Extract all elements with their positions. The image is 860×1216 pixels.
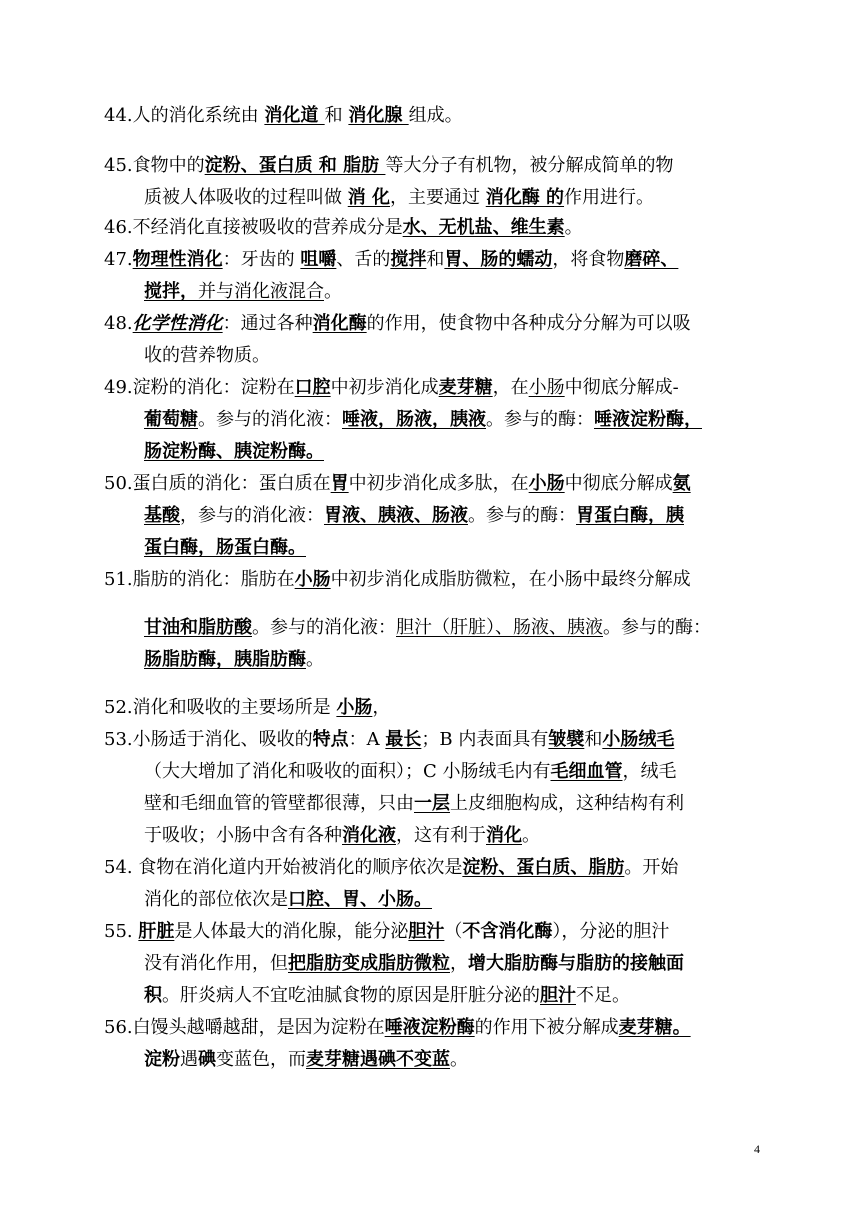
note-line <box>104 500 762 532</box>
note-text: ，参与的消化液： <box>180 505 324 526</box>
key-term: 特点 <box>312 729 349 750</box>
key-term: 麦芽糖 <box>438 377 493 398</box>
note-text: ，主要通过 <box>390 187 486 208</box>
note-line <box>104 404 762 436</box>
note-text: 没有消化作用，但 <box>144 953 288 974</box>
key-term: 肝脏 <box>138 921 175 942</box>
note-text: 的作用，使食物中各种成分分解为可以吸 <box>366 313 691 334</box>
key-term: 水、无机盐、维生素 <box>402 217 565 238</box>
note-text: ， <box>450 953 468 974</box>
key-term: 小肠 <box>336 697 373 718</box>
note-text: ， <box>372 697 391 718</box>
key-term: 消 化 <box>347 187 391 208</box>
note-text: 白馒头越嚼越甜，是因为淀粉在 <box>132 1017 385 1038</box>
note-text: 质被人体吸收的过程叫做 <box>144 187 348 208</box>
key-term: 胆汁 <box>408 921 445 942</box>
note-line <box>104 468 762 500</box>
item-number: 49. <box>104 377 133 398</box>
note-text: ，这有利于 <box>396 825 486 846</box>
key-term: 物理性消化 <box>132 249 223 270</box>
note-text: ；B 内表面具有 <box>421 729 549 750</box>
note-line <box>104 532 762 564</box>
note-text: 食物在消化道内开始被消化的顺序依次是 <box>132 857 463 878</box>
note-line <box>104 182 762 214</box>
key-term: 消化 <box>486 825 522 846</box>
note-text: 中初步消化成 <box>330 377 439 398</box>
key-term: 增大脂肪酶与脂肪的接触面 <box>468 953 684 974</box>
page-number: 4 <box>754 1142 760 1156</box>
key-term: 肠淀粉酶、胰淀粉酶。 <box>144 441 324 462</box>
note-line <box>104 756 762 788</box>
note-text: 。参与的酶： <box>603 617 711 638</box>
note-text: 脂肪的消化：脂肪在 <box>132 569 295 590</box>
note-text: 人的消化系统由 <box>132 105 265 126</box>
note-item <box>104 916 762 1012</box>
key-term: 淀粉、蛋白质、脂肪 <box>462 857 625 878</box>
note-line <box>104 244 762 276</box>
note-item <box>104 852 762 916</box>
key-term: 葡萄糖 <box>144 409 198 430</box>
note-text: 遇 <box>180 1049 198 1070</box>
key-term: 胃 <box>330 473 349 494</box>
item-number: 51. <box>104 569 133 590</box>
key-term: 消化酶 的 <box>485 187 565 208</box>
note-text: （ <box>444 921 463 942</box>
note-text: 淀粉的消化：淀粉在 <box>132 377 295 398</box>
key-term: 麦芽糖。 <box>618 1017 691 1038</box>
note-text: ，将食物 <box>552 249 625 270</box>
note-text: ：A <box>348 729 386 750</box>
key-term: 小肠 <box>528 473 565 494</box>
key-term: 胆汁（肝脏）、肠液、胰液 <box>396 617 603 638</box>
key-term: 基酸 <box>144 505 180 526</box>
note-text: 收的营养物质。 <box>144 345 270 366</box>
note-item <box>104 468 762 564</box>
item-number: 48. <box>104 313 133 334</box>
note-text: 中初步消化成多肽，在 <box>348 473 529 494</box>
note-line <box>104 788 762 820</box>
key-term: 唾液，肠液，胰液 <box>342 409 486 430</box>
item-number: 50. <box>104 473 133 494</box>
key-term: 唾液淀粉酶， <box>594 409 702 430</box>
note-text: 。参与的酶： <box>468 505 576 526</box>
note-text: ，绒毛 <box>622 761 677 782</box>
note-text: ，在 <box>492 377 529 398</box>
key-term: 消化道 <box>264 105 325 126</box>
note-line <box>104 276 762 308</box>
key-term: 磨碎、 <box>624 249 679 270</box>
item-number: 47. <box>104 249 133 270</box>
note-text: 不足。 <box>576 985 630 1006</box>
item-number: 45. <box>104 155 133 176</box>
key-term: 小肠 <box>294 569 331 590</box>
note-text: ：通过各种 <box>222 313 313 334</box>
key-term: 皱襞 <box>548 729 585 750</box>
note-text: 蛋白质的消化：蛋白质在 <box>132 473 331 494</box>
key-term: 淀粉 <box>144 1049 180 1070</box>
key-term: 胆汁 <box>540 985 576 1006</box>
note-text: 食物中的 <box>132 155 205 176</box>
note-text: 。肝炎病人不宜吃油腻食物的原因是肝脏分泌的 <box>162 985 540 1006</box>
note-text: 小肠适于消化、吸收的 <box>132 729 313 750</box>
item-number: 52. <box>104 697 133 718</box>
note-line <box>104 308 762 340</box>
note-text: 。 <box>324 281 342 302</box>
note-text: 。 <box>564 217 583 238</box>
note-line <box>104 150 762 182</box>
note-line <box>104 644 762 676</box>
note-text: 于吸收；小肠中含有各种 <box>144 825 342 846</box>
note-text: 作用进行。 <box>564 187 655 208</box>
note-text: 组成。 <box>408 105 463 126</box>
note-item <box>104 724 762 852</box>
item-number: 55. <box>104 921 133 942</box>
note-line <box>104 884 762 916</box>
key-term: 消化液 <box>342 825 396 846</box>
note-item <box>104 1012 762 1076</box>
note-text: 不经消化直接被吸收的营养成分是 <box>132 217 403 238</box>
note-line <box>104 436 762 468</box>
note-text: （大大增加了消化和吸收的面积）；C 小肠绒毛内有 <box>144 761 551 782</box>
note-item <box>104 308 762 372</box>
key-term: 口腔 <box>294 377 331 398</box>
key-term: 最长 <box>385 729 422 750</box>
key-term: 不含消化酶 <box>462 921 553 942</box>
note-item <box>104 564 762 676</box>
key-term: 碘 <box>198 1049 216 1070</box>
note-text: 中初步消化成脂肪微粒，在小肠中最终分解成 <box>330 569 691 590</box>
key-term: 积 <box>144 985 162 1006</box>
key-term: 胃、肠的蠕动 <box>444 249 553 270</box>
note-text: 和 <box>584 729 603 750</box>
key-term: 搅拌 <box>390 249 427 270</box>
note-text: 。 <box>522 825 540 846</box>
note-line <box>104 212 762 244</box>
note-text: 变蓝色，而 <box>216 1049 306 1070</box>
note-line <box>104 372 762 404</box>
note-line <box>104 852 762 884</box>
note-text: 等大分子有机物，被分解成简单的物 <box>385 155 674 176</box>
note-text: 中彻底分解成- <box>564 377 679 398</box>
note-text: 的作用下被分解成 <box>474 1017 619 1038</box>
key-term: 小肠 <box>528 377 565 398</box>
note-line <box>104 340 762 372</box>
key-term: 消化酶 <box>312 313 367 334</box>
note-text: 。参与的消化液： <box>252 617 396 638</box>
note-text: 。 <box>450 1049 468 1070</box>
item-number: 44. <box>104 105 133 126</box>
note-text: 。参与的酶： <box>486 409 594 430</box>
note-text: 。 <box>306 649 324 670</box>
note-item <box>104 244 762 308</box>
note-line <box>104 1012 762 1044</box>
note-line <box>104 564 762 596</box>
note-line <box>104 820 762 852</box>
note-text: 是人体最大的消化腺，能分泌 <box>174 921 409 942</box>
note-line <box>104 948 762 980</box>
key-term: 麦芽糖遇碘不变蓝 <box>306 1049 450 1070</box>
note-line <box>104 692 762 724</box>
key-term: 甘油和脂肪酸 <box>144 617 252 638</box>
key-term: 毛细血管 <box>550 761 623 782</box>
note-line <box>104 724 762 756</box>
key-term: 唾液淀粉酶 <box>384 1017 475 1038</box>
note-text: 。参与的消化液： <box>198 409 342 430</box>
key-term: 把脂肪变成脂肪微粒 <box>288 953 450 974</box>
key-term: 胃液、胰液、肠液 <box>324 505 468 526</box>
note-text: ：牙齿的 <box>222 249 301 270</box>
item-number: 53. <box>104 729 133 750</box>
note-item <box>104 150 762 214</box>
note-line <box>104 980 762 1012</box>
note-text: 和 <box>324 105 349 126</box>
note-text: 和 <box>426 249 445 270</box>
key-term: 口腔、胃、小肠。 <box>288 889 432 910</box>
note-item <box>104 692 762 724</box>
note-text: 中彻底分解成 <box>564 473 673 494</box>
note-text: 上皮细胞构成，这种结构有利 <box>450 793 684 814</box>
note-line <box>104 100 762 132</box>
key-term: 化学性消化 <box>132 313 223 334</box>
key-term: 一层 <box>414 793 450 814</box>
note-text: 消化和吸收的主要场所是 <box>132 697 337 718</box>
key-term: 搅拌， <box>144 281 198 302</box>
key-term: 胃蛋白酶，胰 <box>576 505 684 526</box>
item-number: 54. <box>104 857 133 878</box>
note-text: 。开始 <box>624 857 679 878</box>
note-text: 、舌的 <box>336 249 391 270</box>
note-line <box>104 916 762 948</box>
key-term: 氨 <box>672 473 691 494</box>
key-term: 消化腺 <box>348 105 409 126</box>
note-item <box>104 372 762 468</box>
note-line <box>104 1044 762 1076</box>
key-term: 淀粉、蛋白质 和 脂肪 <box>204 155 386 176</box>
key-term: 咀嚼 <box>300 249 337 270</box>
note-text: 消化的部位依次是 <box>144 889 288 910</box>
note-text: ），分泌的胆汁 <box>552 921 670 942</box>
key-term: 蛋白酶，肠蛋白酶。 <box>144 537 306 558</box>
item-number: 56. <box>104 1017 133 1038</box>
item-number: 46. <box>104 217 133 238</box>
key-term: 肠脂肪酶，胰脂肪酶 <box>144 649 306 670</box>
note-text: 壁和毛细血管的管壁都很薄，只由 <box>144 793 414 814</box>
note-item <box>104 100 762 132</box>
key-term: 并与消化液混合 <box>198 281 324 302</box>
note-line <box>104 612 762 644</box>
key-term: 小肠绒毛 <box>602 729 675 750</box>
note-item <box>104 212 762 244</box>
